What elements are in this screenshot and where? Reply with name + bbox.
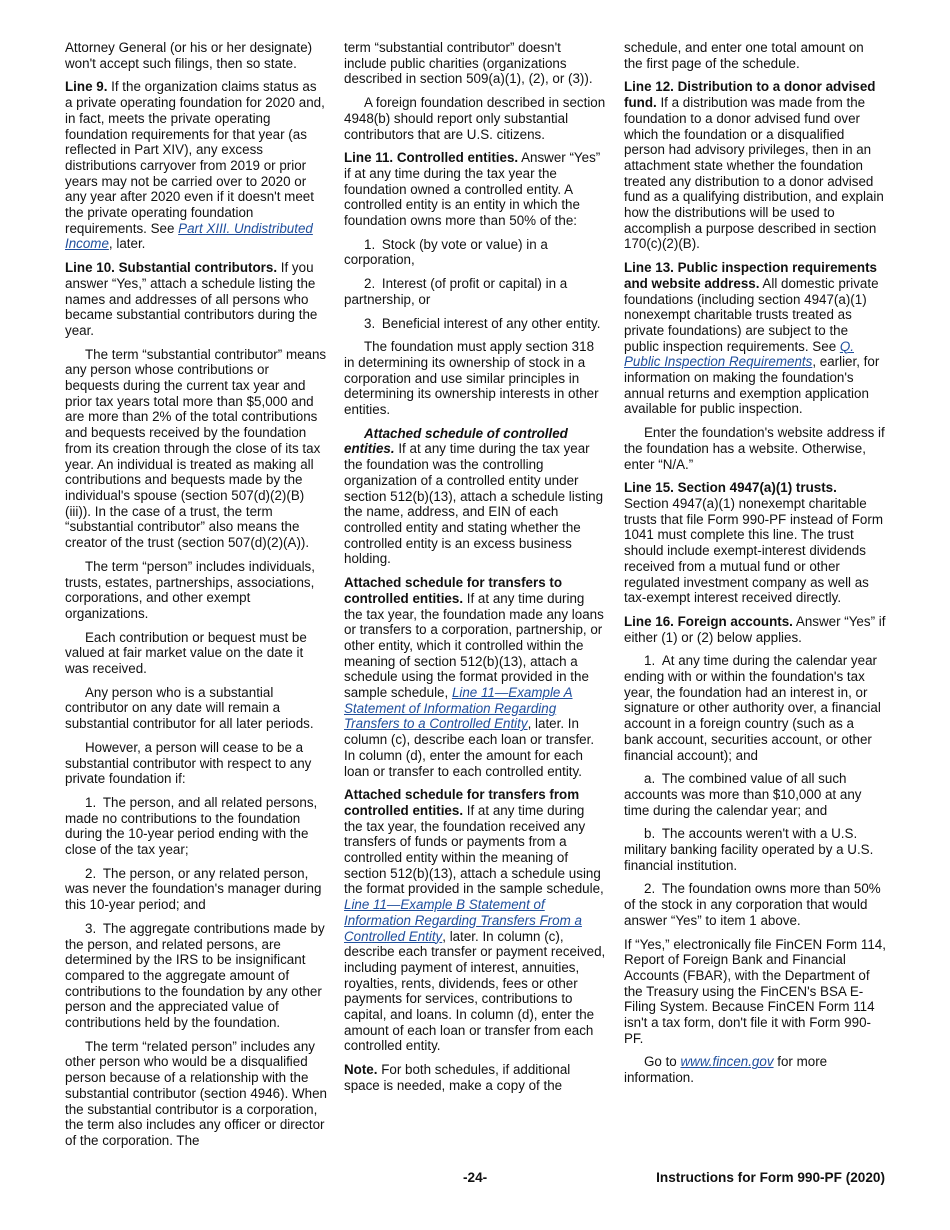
paragraph: Any person who is a substantial contributor on any date will remain a substantial contributor for all later periods. xyxy=(65,684,314,732)
list-item: a. The combined value of all such accounts was more than $10,000 at any time during the calendar year; and xyxy=(624,771,862,818)
paragraph: schedule, and enter one total amount on the first page of the schedule. xyxy=(624,40,864,71)
part-xiii-link[interactable]: Part XIII. Undistributed Income xyxy=(65,220,313,252)
line-9-paragraph: Line 9. If the organization claims status as a private operating foundation for 2020 and, in fact, meets the private operating foundation requirements for that year (as reflected in Part XIV), any excess distributions carryover from 2019 or prior years may not be carried over to 2020 or any year after 2020 even if it doesn't meet the private operating foundation requirements. See Part XIII. Undistributed Income, later. xyxy=(65,79,325,252)
line-13-heading: Line 13. Public inspection requirements and website address. xyxy=(624,260,877,291)
line-12-heading: Line 12. Distribution to a donor advised fund. xyxy=(624,79,876,111)
page-footer xyxy=(65,1170,885,1188)
line-9-heading: Line 9. xyxy=(65,79,108,95)
transfers-from-heading: Attached schedule for transfers from controlled entities. xyxy=(344,787,580,818)
list-item: 2. The person, or any related person, was never the foundation's manager during this 10-year period; and xyxy=(65,865,322,913)
line-15-paragraph: Line 15. Section 4947(a)(1) trusts. Section 4947(a)(1) nonexempt charitable trusts that file Form 990-PF instead of Form 1041 must complete this line. The trust should include exempt-interest dividends received from a mutual fund or other regulated investment company as well as tax-exempt interest received directly. xyxy=(624,480,883,606)
list-item: b. The accounts weren't with a U.S. military banking facility operated by a U.S. financial institution. xyxy=(624,826,874,873)
line-16-heading: Line 16. Foreign accounts. xyxy=(624,613,793,629)
fincen-link[interactable]: www.fincen.gov xyxy=(680,1054,774,1070)
list-item: 2. Interest (of profit or capital) in a partnership, or xyxy=(344,276,568,307)
list-item: 3. The aggregate contributions made by the person, and related persons, are determined by the IRS to be insignificant compared to the aggregate amount of contributions to the foundation by any other person and the appreciated value of contributions held by the foundation. xyxy=(65,920,325,1031)
column-1 xyxy=(65,40,327,1157)
line-12-paragraph: Line 12. Distribution to a donor advised fund. If a distribution was made from the foundation to a donor advised fund over which the foundation or a disqualified person had advisory privileges, then in an attachment state whether the foundation treated any distribution to a donor advised fund as a qualifying distribution, and explain how the distributions will be used to accomplish a purpose described in section 170(c)(2)(B). xyxy=(624,79,884,252)
attached-schedule-heading: Attached schedule of controlled entities. xyxy=(344,425,568,457)
line-16-paragraph: Line 16. Foreign accounts. Answer “Yes” if either (1) or (2) below applies. xyxy=(624,613,886,645)
example-b-link[interactable]: Line 11—Example B Statement of Information Regarding Transfers From a Controlled Entity xyxy=(344,897,582,944)
line-11-heading: Line 11. Controlled entities. xyxy=(344,150,519,166)
paragraph: The term “substantial contributor” means any person whose contributions or bequests during the current tax year and prior tax years total more than $5,000 and are more than 2% of the total contributions and bequests received by the foundation from its creation through the close of its tax year. An individual is treated as making all contributions and bequests made by the individual's spouse (section 507(d)(2)(B)(iii)). In the case of a trust, the term “substantial contributor” also means the creator of the trust (section 507(d)(2)(A)). xyxy=(65,346,327,551)
paragraph: Enter the foundation's website address if the foundation has a website. Otherwise, enter “N/A.” xyxy=(624,425,885,472)
list-item: 3. Beneficial interest of any other entity. xyxy=(364,315,601,331)
column-2 xyxy=(344,40,606,1102)
note-paragraph: Note. For both schedules, if additional space is needed, make a copy of the xyxy=(344,1062,571,1093)
transfers-from-paragraph: Attached schedule for transfers from controlled entities. If at any time during the tax year, the foundation received any transfers of funds or payments from a controlled entity within the meaning of section 512(b)(13), attach a schedule using the format provided in the sample schedule, Line 11—Example B Statement of Information Regarding Transfers From a Controlled Entity, later. In column (c), describe each transfer or payment received, including payment of interest, annuities, royalties, rents, dividends, fees or other payments for services, contributions to capital, and loans. In column (d), enter the amount of each loan or transfer from each controlled entity. xyxy=(344,787,606,1054)
paragraph: The term “related person” includes any other person who would be a disqualified person because of a relationship with the substantial contributor (section 4946). When the substantial contributor is a corporation, the term also includes any officer or director of the corporation. The xyxy=(65,1038,328,1148)
paragraph: However, a person will cease to be a substantial contributor with respect to any private foundation if: xyxy=(65,739,312,787)
line-15-heading: Line 15. Section 4947(a)(1) trusts. xyxy=(624,480,837,496)
line-10-heading: Line 10. Substantial contributors. xyxy=(65,260,278,276)
form-title: Instructions for Form 990-PF (2020) xyxy=(656,1170,885,1185)
list-item: 2. The foundation owns more than 50% of the stock in any corporation that would answer “Yes” to item 1 above. xyxy=(624,881,881,928)
list-item: 1. Stock (by vote or value) in a corporation, xyxy=(344,236,548,268)
line-11-paragraph: Line 11. Controlled entities. Answer “Yes” if at any time during the tax year the foundation owned a controlled entity. A controlled entity is an entity in which the foundation owns more than 50% of the: xyxy=(344,150,601,229)
line-13-paragraph: Line 13. Public inspection requirements and website address. All domestic private foundations (including section 4947(a)(1) nonexempt charitable trusts treated as private foundations) are subject to the public inspection requirements. See Q. Public Inspection Requirements, earlier, for information on making the foundation's annual returns and exemption application available for public inspection. xyxy=(624,260,880,417)
line-10-paragraph: Line 10. Substantial contributors. If you answer “Yes,” attach a schedule listing the names and addresses of all persons who became substantial contributors during the year. xyxy=(65,260,318,338)
note-heading: Note. xyxy=(344,1062,378,1078)
fincen-paragraph: Go to www.fincen.gov for more information. xyxy=(624,1054,828,1086)
list-item: 1. At any time during the calendar year ending with or within the foundation's tax year, the foundation had an interest in, or signature or other authority over, a financial account in a foreign country (such as a bank account, securities account, or other financial account); and xyxy=(624,653,881,763)
transfers-to-paragraph: Attached schedule for transfers to controlled entities. If at any time during the tax year, the foundation made any loans or transfers to a corporation, partnership, or other entity, which it controlled within the meaning of section 512(b)(13), attach a schedule using the format provided in the sample schedule, Line 11—Example A Statement of Information Regarding Transfers to a Controlled Entity, later. In column (c), describe each loan or transfer. In column (d), enter the amount for each loan or transfer to each controlled entity. xyxy=(344,575,604,779)
transfers-to-heading: Attached schedule for transfers to controlled entities. xyxy=(344,575,563,606)
paragraph: The term “person” includes individuals, trusts, estates, partnerships, associations, corporations, and other exempt organizations. xyxy=(65,558,315,621)
public-inspection-link[interactable]: Q. Public Inspection Requirements xyxy=(624,338,854,370)
paragraph: If “Yes,” electronically file FinCEN Form 114, Report of Foreign Bank and Financial Accounts (FBAR), with the Department of the Treasury using the FinCEN's BSA E-Filing System. Because FinCEN Form 114 isn't a tax form, don't file it with Form 990-PF. xyxy=(624,936,886,1046)
paragraph: term “substantial contributor” doesn't include public charities (organizations described in section 509(a)(1), (2), or (3)). xyxy=(344,40,593,87)
paragraph: Each contribution or bequest must be valued at fair market value on the date it was received. xyxy=(65,629,307,677)
list-item: 1. The person, and all related persons, made no contributions to the foundation during the 10-year period ending with the close of the tax year; xyxy=(65,794,318,858)
attached-schedule-paragraph: Attached schedule of controlled entities. If at any time during the tax year the foundation was the controlling organization of a controlled entity under section 512(b)(13), attach a schedule listing the name, address, and EIN of each controlled entity and stating whether the controlled entity is an excess business holding. xyxy=(344,425,604,567)
paragraph: A foreign foundation described in section 4948(b) should report only substantial contributors that are U.S. citizens. xyxy=(344,95,606,142)
paragraph: Attorney General (or his or her designate) won't accept such filings, then so state. xyxy=(65,40,313,71)
page-number: -24- xyxy=(463,1170,488,1185)
column-3 xyxy=(624,40,886,1094)
example-a-link[interactable]: Line 11—Example A Statement of Information Regarding Transfers to a Controlled Entity xyxy=(344,685,573,732)
paragraph: The foundation must apply section 318 in determining its ownership of stock in a corporation and use similar principles in determining its ownership interests in other entities. xyxy=(344,339,599,418)
